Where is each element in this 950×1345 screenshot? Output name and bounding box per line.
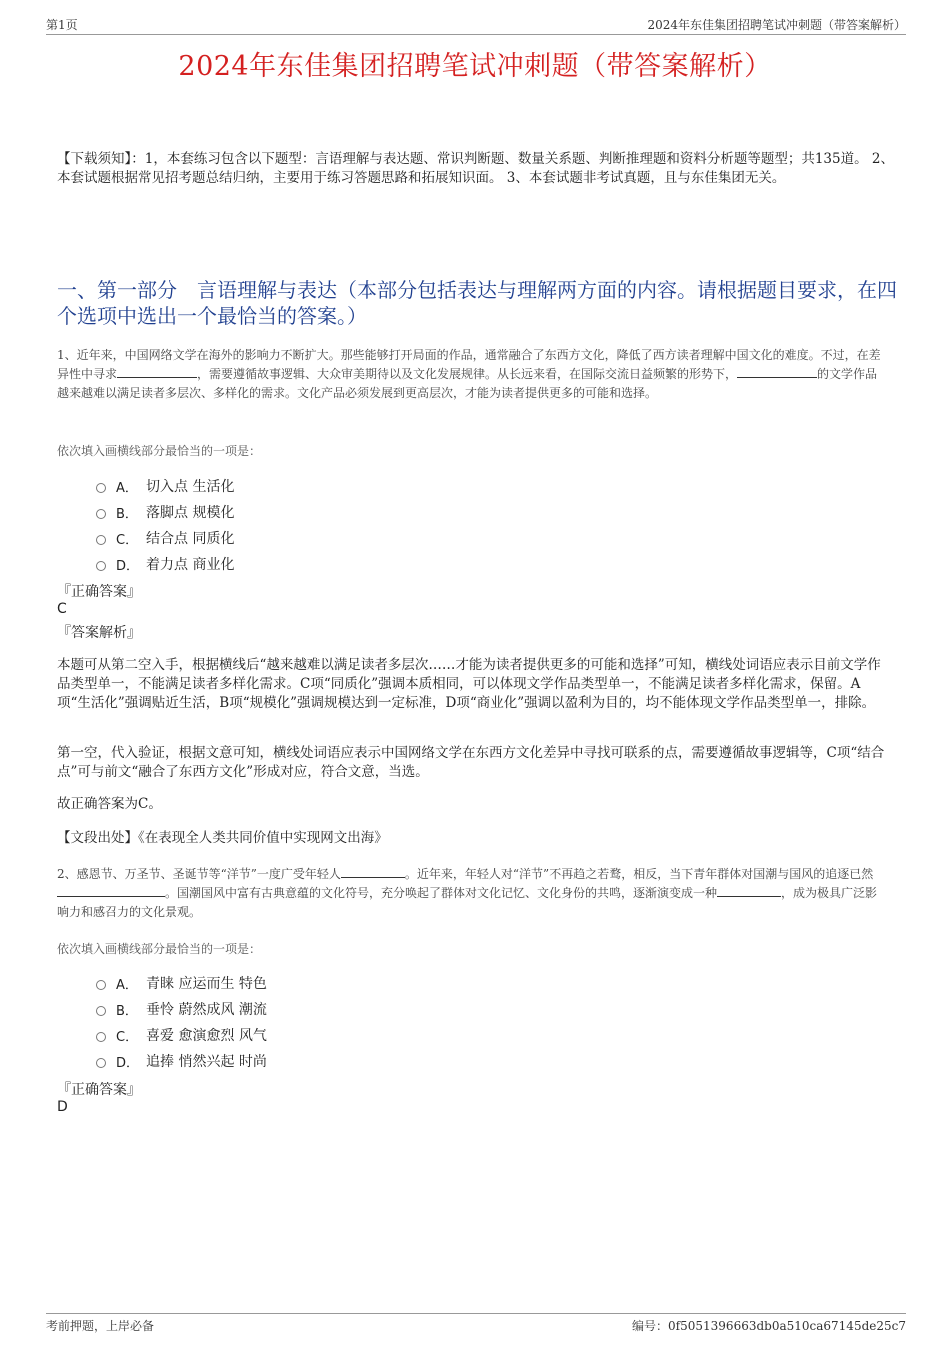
q1-blank-1 [117, 365, 197, 378]
page-header [46, 14, 906, 35]
q1-blank-2 [737, 365, 817, 378]
q1-text-part-a: 1、近年来，中国网络文学在海外的影响力不断扩大。那些能够打开局面的作品，通常融合了东西方文化，降低了西方读者理解中国文化的难度。不过，在差异性中寻求 [57, 348, 881, 381]
q1-option-c[interactable]: C． 结合点 同质化 [96, 525, 234, 551]
radio-icon[interactable] [96, 1058, 106, 1068]
page-number: 第1页 [46, 18, 78, 32]
q2-blank-3 [717, 884, 781, 897]
q1-text-part-b: ，需要遵循故事逻辑、大众审美期待以及文化发展规律。从长远来看，在国际交流日益频繁的形势下， [197, 367, 738, 381]
radio-icon[interactable] [96, 561, 106, 571]
q1-analysis-para-2: 第一空，代入验证，根据文意可知，横线处词语应表示中国网络文学在东西方文化差异中寻找可联系的点，需要遵循故事逻辑等，C项“结合点”可与前文“融合了东西方文化”形成对应，符合文意，当选。 [57, 745, 885, 780]
section-heading: 一、第一部分 言语理解与表达（本部分包括表达与理解两方面的内容。请根据题目要求，在四个选项中选出一个最恰当的答案。） [57, 278, 897, 328]
radio-icon[interactable] [96, 1006, 106, 1016]
q2-prompt: 依次填入画横线部分最恰当的一项是： [57, 942, 262, 956]
q1-analysis-para-3: 故正确答案为C。 [57, 796, 162, 812]
question-2-text [57, 865, 887, 922]
q2-option-a[interactable]: A． 青睐 应运而生 特色 [96, 970, 267, 996]
q1-analysis-label: 『答案解析』 [57, 625, 141, 641]
document-name: 2024年东佳集团招聘笔试冲刺题（带答案解析） [647, 18, 906, 32]
q1-option-a[interactable]: A． 切入点 生活化 [96, 473, 234, 499]
q2-answer: D [57, 1099, 68, 1115]
q1-analysis-para-1: 本题可从第二空入手，根据横线后“越来越难以满足读者多层次……才能为读者提供更多的可能和选择”可知，横线处词语应表示目前文学作品类型单一，不能满足读者多样化需求。C项“同质化”强调本质相同，可以体现文学作品类型单一，不能满足读者多样化需求，保留。A项“生活化”强调贴近生活，B项“规模化”强调规模达到一定标准，D项“商业化”强调以盈利为目的，均不能体现文学作品类型单一，排除。 [57, 657, 881, 711]
q2-text-part-d: ，成为极具广泛影响力和感召力的文化景观。 [57, 886, 878, 919]
q1-source: 【文段出处】《在表现全人类共同价值中实现网文出海》 [57, 830, 388, 846]
page-footer [46, 1313, 906, 1334]
radio-icon[interactable] [96, 1032, 106, 1042]
q1-option-b[interactable]: B． 落脚点 规模化 [96, 499, 234, 525]
q2-blank-1 [341, 865, 405, 878]
q1-options [96, 473, 234, 577]
question-1-text [57, 346, 887, 403]
radio-icon[interactable] [96, 980, 106, 990]
radio-icon[interactable] [96, 509, 106, 519]
q2-text-part-a: 2、感恩节、万圣节、圣诞节等“洋节”一度广受年轻人 [57, 867, 341, 881]
q2-text-part-b: 。近年来，年轻人对“洋节”不再趋之若鹜，相反，当下青年群体对国潮与国风的追逐已然 [404, 867, 874, 881]
document-id: 编号：0f5051396663db0a510ca67145de25c7 [632, 1319, 906, 1333]
radio-icon[interactable] [96, 535, 106, 545]
q1-prompt: 依次填入画横线部分最恰当的一项是： [57, 444, 262, 458]
footer-slogan: 考前押题，上岸必备 [46, 1319, 155, 1333]
page-title: 2024年东佳集团招聘笔试冲刺题（带答案解析） [178, 51, 772, 82]
q1-answer-label: 『正确答案』 [57, 584, 141, 600]
q2-text-part-c: 。国潮国风中富有古典意蕴的文化符号，充分唤起了群体对文化记忆、文化身份的共鸣，逐渐演变成一种 [165, 886, 718, 900]
q1-answer: C [57, 601, 67, 617]
q1-option-d[interactable]: D． 着力点 商业化 [96, 551, 234, 577]
q2-option-c[interactable]: C． 喜爱 愈演愈烈 风气 [96, 1022, 267, 1048]
q1-text-part-c: 的文学作品越来越难以满足读者多层次、多样化的需求。文化产品必须发展到更高层次，才能为读者提供更多的可能和选择。 [57, 367, 878, 400]
radio-icon[interactable] [96, 483, 106, 493]
q2-option-d[interactable]: D． 追捧 悄然兴起 时尚 [96, 1048, 267, 1074]
q2-option-b[interactable]: B． 垂怜 蔚然成风 潮流 [96, 996, 267, 1022]
q2-options [96, 970, 267, 1074]
q2-answer-label: 『正确答案』 [57, 1082, 141, 1098]
download-notice: 【下载须知】：1，本套练习包含以下题型：言语理解与表达题、常识判断题、数量关系题、判断推理题和资料分析题等题型；共135道。 2、本套试题根据常见招考题总结归纳，主要用于练习答题思路和拓展知识面。 3、本套试题非考试真题，且与东佳集团无关。 [57, 151, 894, 186]
q2-blank-2 [57, 884, 165, 897]
